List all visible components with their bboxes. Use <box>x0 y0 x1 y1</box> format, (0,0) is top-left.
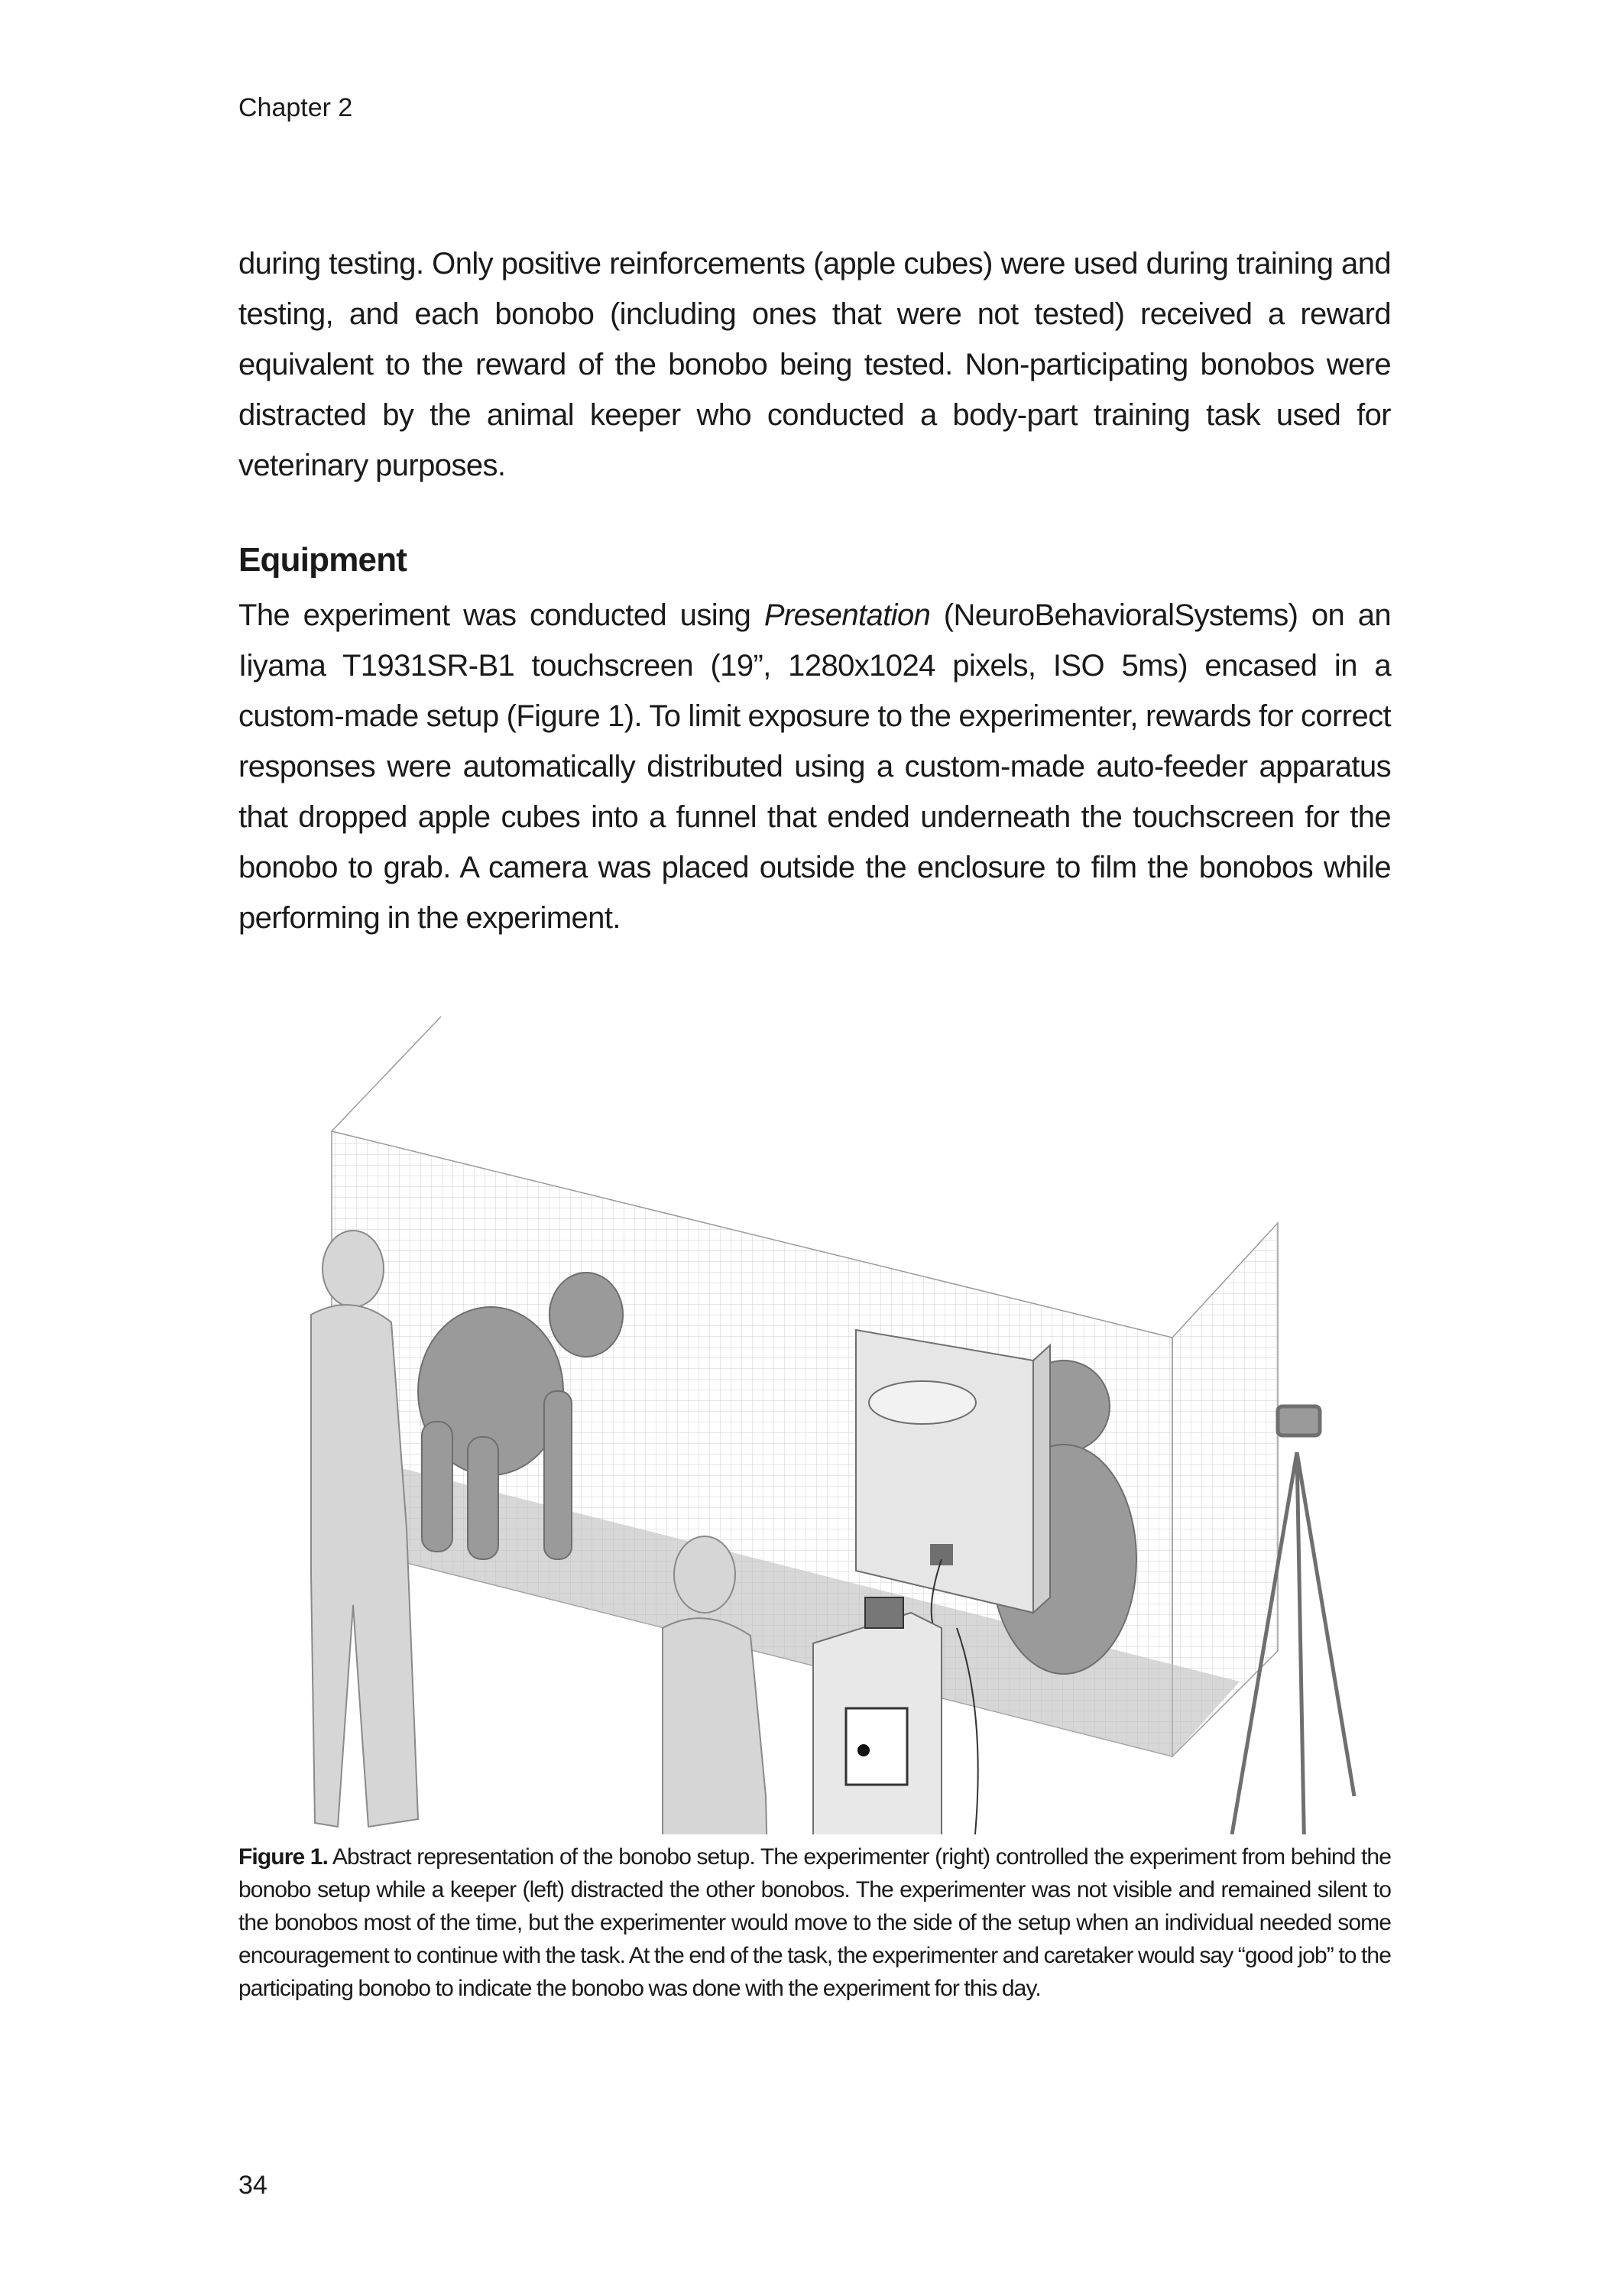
body-paragraph-1 <box>238 238 1391 491</box>
section-heading-equipment: Equipment <box>238 541 407 579</box>
stimulus-dot-icon <box>857 1744 870 1756</box>
paragraph-text-rest: (NeuroBehavioralSystems) on an Iiyama T1931SR-B1 touchscreen (19”, 1280x1024 pixels, ISO 5ms) encased in a custom-made setup (Figure 1). To limit exposure to the experimenter, rewards for correct responses were automatically distributed using a custom-made auto-feeder apparatus that dropped apple cubes into a funnel that ended underneath the touchscreen for the bonobo to grab. A camera was placed outside the enclosure to film the bonobos while performing in the experiment. <box>238 598 1391 935</box>
touchscreen-setup-box <box>856 1330 1050 1613</box>
figure-caption <box>238 1841 1391 2005</box>
auto-feeder-icon <box>869 1381 976 1424</box>
setup-illustration <box>238 994 1391 1834</box>
figure-1-illustration <box>238 994 1391 1834</box>
laptop-icon <box>865 1597 903 1628</box>
paragraph-text <box>238 590 1391 943</box>
paragraph-text-start: The experiment was conducted using <box>238 598 764 632</box>
page-number: 34 <box>238 2171 267 2200</box>
connector-icon <box>930 1544 953 1565</box>
monitor-icon <box>846 1708 907 1785</box>
paragraph-text: during testing. Only positive reinforcements (apple cubes) were used during training and testing, and each bonobo (including ones that were not tested) received a reward equivalent to the reward of the bonobo being tested. Non-participating bonobos were distracted by the animal keeper who conducted a body-part training task used for veterinary purposes. <box>238 247 1391 482</box>
body-paragraph-equipment <box>238 590 1391 943</box>
figure-label: Figure 1. <box>238 1844 329 1870</box>
figure-caption-text: Abstract representation of the bonobo setup. The experimenter (right) controlled the experiment from behind the bonobo setup while a keeper (left) distracted the other bonobos. The experimenter was not visible and remained silent to the bonobos most of the time, but the experimenter would move to the side of the setup when an individual needed some encouragement to continue with the task. At the end of the task, the experimenter and caretaker would say “good job” to the participating bonobo to indicate the bonobo was done with the experiment for this day. <box>238 1844 1391 2001</box>
running-head: Chapter 2 <box>238 93 353 122</box>
software-name-italic: Presentation <box>763 598 931 632</box>
